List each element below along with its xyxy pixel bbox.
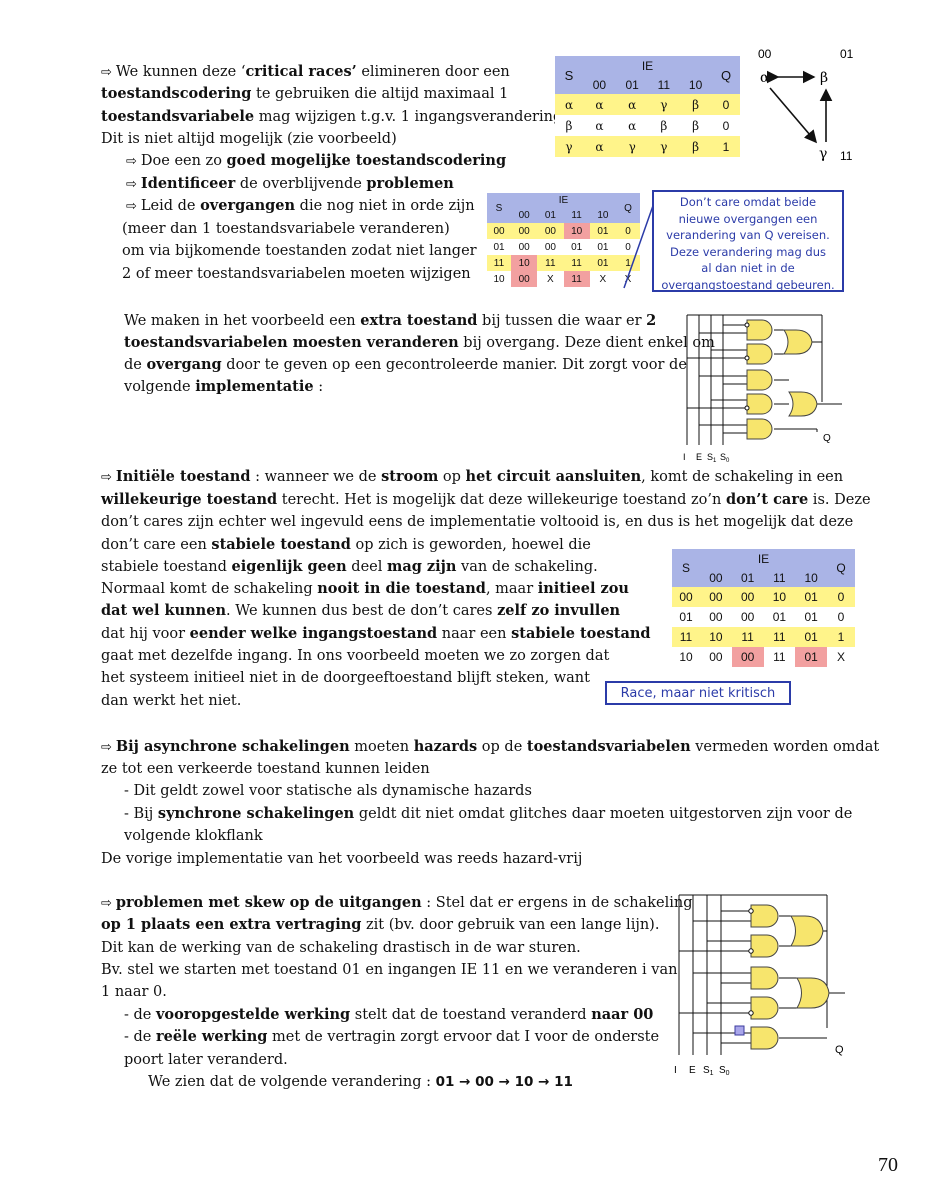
input-label-i: I [683, 452, 686, 462]
cell: 10 [511, 255, 537, 271]
cell: α [595, 118, 604, 133]
output-label-q: Q [835, 1044, 844, 1056]
input-label-e: E [696, 452, 703, 462]
col-header: 01 [740, 570, 755, 585]
cell: γ [660, 97, 668, 112]
cell: 10 [709, 630, 723, 644]
header-s: S [495, 202, 503, 214]
cell: 11 [741, 630, 754, 644]
hollow-arrow-icon: ⇨ [101, 470, 112, 485]
circuit-diagram-2 [667, 883, 847, 1083]
cell: γ [660, 139, 668, 154]
col-header: 01 [544, 210, 556, 221]
p3-line-3: don’t cares zijn echter wel ingevuld eens de implementatie voltooid is, en dus is het mogelijk dat deze [101, 514, 854, 530]
cell: 00 [511, 271, 537, 287]
cell: β [692, 139, 700, 154]
cell: α [628, 97, 637, 112]
p4-line-3: - Dit geldt zowel voor statische als dynamische hazards [124, 783, 532, 799]
cell: 00 [544, 225, 556, 237]
p1-line-1: ⇨ We kunnen deze ‘critical races’ elimineren door een [101, 63, 510, 80]
cell: 1 [722, 139, 730, 154]
hollow-arrow-icon: ⇨ [101, 65, 112, 80]
hollow-arrow-icon: ⇨ [126, 154, 137, 169]
table-row [487, 239, 640, 255]
p5-line-5: 1 naar 0. [101, 984, 167, 1000]
cell: β [660, 118, 668, 133]
table-row [555, 115, 740, 136]
p2-line-3: de overgang door te geven op een gecontroleerde manier. Dit zorgt voor de [124, 356, 687, 373]
p5-line-9: We zien dat de volgende verandering : 01 → 00 → 10 → 11 [148, 1074, 573, 1090]
cell: 0 [722, 118, 730, 133]
p5-line-4: Bv. stel we starten met toestand 01 en ingangen IE 11 en we veranderen i van [101, 962, 678, 978]
cell: 01 [597, 257, 609, 269]
cell: 00 [740, 610, 755, 624]
p5-line-1: ⇨ problemen met skew op de uitgangen : Stel dat er ergens in de schakeling [101, 894, 693, 911]
cell: 00 [679, 590, 693, 604]
cell: 0 [625, 225, 631, 237]
p1-line-4: Dit is niet altijd mogelijk (zie voorbeeld) [101, 131, 397, 147]
code-label-11: 11 [840, 149, 853, 163]
cell: 00 [740, 590, 755, 604]
cell: 01 [571, 241, 583, 253]
p5-line-7: - de reële werking met de vertragin zorgt ervoor dat I voor de onderste [124, 1028, 660, 1045]
cell: 01 [679, 610, 693, 624]
cell: 00 [493, 225, 505, 237]
cell: 01 [493, 241, 505, 253]
cell: γ [628, 139, 636, 154]
table-row [672, 627, 855, 647]
cell: 11 [545, 257, 556, 269]
cell: α [628, 118, 637, 133]
col-header: 11 [773, 570, 786, 585]
cell: 0 [837, 610, 845, 624]
p3-line-4: don’t care een stabiele toestand op zich is geworden, hoewel die [101, 536, 591, 553]
cell: 00 [709, 650, 723, 664]
table-row [487, 223, 640, 239]
cell: 01 [597, 241, 609, 253]
input-label-e: E [689, 1065, 696, 1076]
cell: 01 [772, 610, 787, 624]
input-label-i: I [674, 1065, 677, 1076]
cell: 10 [772, 590, 787, 604]
p3-line-6: Normaal komt de schakeling nooit in die toestand, maar initieel zou [101, 580, 629, 597]
p1-line-7: ⇨ Leid de overgangen die nog niet in orde zijn [126, 197, 475, 214]
state-table-filled [672, 549, 855, 667]
col-header: 10 [597, 210, 609, 221]
header-q: Q [624, 202, 632, 214]
p4-line-5: volgende klokflank [124, 828, 263, 844]
cell: 11 [493, 257, 505, 269]
hollow-arrow-icon: ⇨ [126, 199, 137, 214]
cell: α [595, 139, 604, 154]
cell: 00 [544, 241, 556, 253]
cell: X [836, 650, 845, 664]
table-row [672, 587, 855, 607]
state-table-greek [555, 56, 740, 157]
p3-line-5: stabiele toestand eigenlijk geen deel mag zijn van de schakeling. [101, 558, 598, 575]
col-header: 10 [688, 77, 703, 92]
cell: α [595, 97, 604, 112]
header-ie: IE [641, 58, 654, 73]
cell: 01 [804, 630, 818, 644]
cell: 0 [837, 590, 845, 604]
p3-line-7: dat wel kunnen. We kunnen dus best de don’t cares zelf zo invullen [101, 602, 621, 619]
cell: X [624, 273, 632, 285]
p3-line-2: willekeurige toestand terecht. Het is mogelijk dat deze willekeurige toestand zo’n don’t care is. Deze [101, 491, 871, 508]
cell: 00 [518, 241, 530, 253]
state-alpha: α [760, 70, 770, 86]
state-table-coded [487, 193, 640, 287]
input-label-s0: $S_0$ [720, 452, 730, 464]
col-header: 00 [709, 570, 723, 585]
cell: 01 [795, 647, 827, 667]
table-row [672, 647, 855, 667]
cell: 10 [493, 273, 505, 285]
transition-arrow [770, 88, 816, 142]
p2-line-4: volgende implementatie : [124, 378, 324, 395]
cell: γ [565, 139, 573, 154]
p3-line-8: dat hij voor eender welke ingangstoestand naar een stabiele toestand [101, 625, 651, 642]
header-q: Q [836, 561, 846, 575]
cell: β [692, 118, 700, 133]
cell: 01 [804, 610, 818, 624]
table-row [555, 94, 740, 115]
p5-line-8: poort later veranderd. [124, 1052, 288, 1068]
cell: 01 [597, 225, 609, 237]
cell: 1 [837, 630, 845, 644]
p1-line-3: toestandsvariabele mag wijzigen t.g.v. 1 ingangsverandering. [101, 108, 567, 125]
page-number: 70 [878, 1154, 898, 1176]
input-label-s0: $S_0$ [719, 1065, 730, 1077]
p5-line-6: - de vooropgestelde werking stelt dat de toestand veranderd naar 00 [124, 1006, 654, 1023]
output-label-q: Q [823, 433, 831, 444]
state-beta: β [820, 70, 829, 86]
cell: 0 [625, 241, 631, 253]
delay-marker [735, 1026, 744, 1035]
cell: X [599, 273, 607, 285]
p1-line-8: (meer dan 1 toestandsvariabele veranderen) [122, 221, 450, 237]
cell: X [547, 273, 554, 285]
hollow-arrow-icon: ⇨ [101, 896, 112, 911]
col-header: 00 [518, 210, 530, 221]
cell: 11 [773, 630, 786, 644]
cell: 00 [732, 647, 764, 667]
cell: 11 [773, 650, 786, 664]
p4-line-2: ze tot een verkeerde toestand kunnen leiden [101, 761, 430, 777]
cell: 10 [564, 223, 590, 239]
hollow-arrow-icon: ⇨ [101, 740, 112, 755]
cell: 10 [679, 650, 693, 664]
p1-line-9: om via bijkomende toestanden zodat niet langer [122, 243, 477, 259]
p3-line-9: gaat met dezelfde ingang. In ons voorbeeld moeten we zo zorgen dat [101, 648, 610, 664]
cell: β [565, 118, 573, 133]
code-label-00: 00 [758, 47, 772, 61]
table-row [487, 271, 640, 287]
input-label-s1: $S_1$ [707, 452, 717, 464]
col-header: 11 [657, 77, 671, 92]
p2-line-2: toestandsvariabelen moesten veranderen bij overgang. Deze dient enkel om [124, 334, 715, 351]
header-q: Q [720, 67, 732, 83]
race-note: Race, maar niet kritisch [605, 681, 791, 705]
cell: 1 [625, 257, 631, 269]
cell: 01 [804, 590, 818, 604]
header-ie: IE [757, 551, 770, 566]
col-header: 00 [592, 77, 607, 92]
header-s: S [681, 561, 690, 575]
cell: 00 [709, 610, 723, 624]
state-gamma: γ [819, 146, 828, 162]
p4-line-6: De vorige implementatie van het voorbeeld was reeds hazard-vrij [101, 851, 583, 867]
p3-line-1: ⇨ Initiële toestand : wanneer we de stroom op het circuit aansluiten, komt de schakeling in een [101, 468, 844, 485]
cell: 11 [564, 271, 590, 287]
cell: β [692, 97, 700, 112]
p1-line-6: ⇨ Identificeer de overblijvende problemen [126, 175, 454, 192]
p1-line-5: ⇨ Doe een zo goed mogelijke toestandscodering [126, 152, 507, 169]
col-header: 11 [571, 210, 582, 221]
dont-care-note: Don’t care omdat beide nieuwe overgangen een verandering van Q vereisen. Deze verandering mag dus al dan niet in de overgangstoestand gebeuren. [652, 190, 844, 292]
col-header: 01 [625, 77, 639, 92]
cell: 11 [679, 630, 693, 644]
table-row [672, 607, 855, 627]
input-label-s1: $S_1$ [703, 1065, 714, 1077]
p1-line-10: 2 of meer toestandsvariabelen moeten wijzigen [122, 266, 471, 282]
p4-line-4: - Bij synchrone schakelingen geldt dit niet omdat glitches daar moeten uitgestorven zijn voor de [124, 805, 853, 822]
table-row [487, 255, 640, 271]
cell: α [564, 97, 574, 112]
header-s: S [564, 67, 574, 83]
hollow-arrow-icon: ⇨ [126, 177, 137, 192]
cell: 11 [571, 257, 582, 269]
p5-line-2: op 1 plaats een extra vertraging zit (bv. door gebruik van een lange lijn). [101, 916, 660, 933]
p4-line-1: ⇨ Bij asynchrone schakelingen moeten hazards op de toestandsvariabelen vermeden worden omdat [101, 738, 880, 755]
p1-line-2: toestandscodering te gebruiken die altijd maximaal 1 [101, 85, 509, 102]
header-ie: IE [558, 195, 569, 206]
p3-line-10: het systeem initieel niet in de doorgeeftoestand blijft steken, want [101, 670, 590, 686]
p3-line-11: dan werkt het niet. [101, 693, 242, 709]
state-transition-graph [752, 44, 862, 169]
cell: 00 [709, 590, 723, 604]
circuit-diagram-1 [677, 310, 847, 465]
p2-line-1: We maken in het voorbeeld een extra toestand bij tussen die waar er 2 [124, 312, 657, 329]
cell: 00 [518, 225, 530, 237]
cell: 0 [722, 97, 730, 112]
p5-line-3: Dit kan de werking van de schakeling drastisch in de war sturen. [101, 940, 581, 956]
col-header: 10 [804, 570, 818, 585]
table-row [555, 136, 740, 157]
code-label-01: 01 [840, 47, 854, 61]
